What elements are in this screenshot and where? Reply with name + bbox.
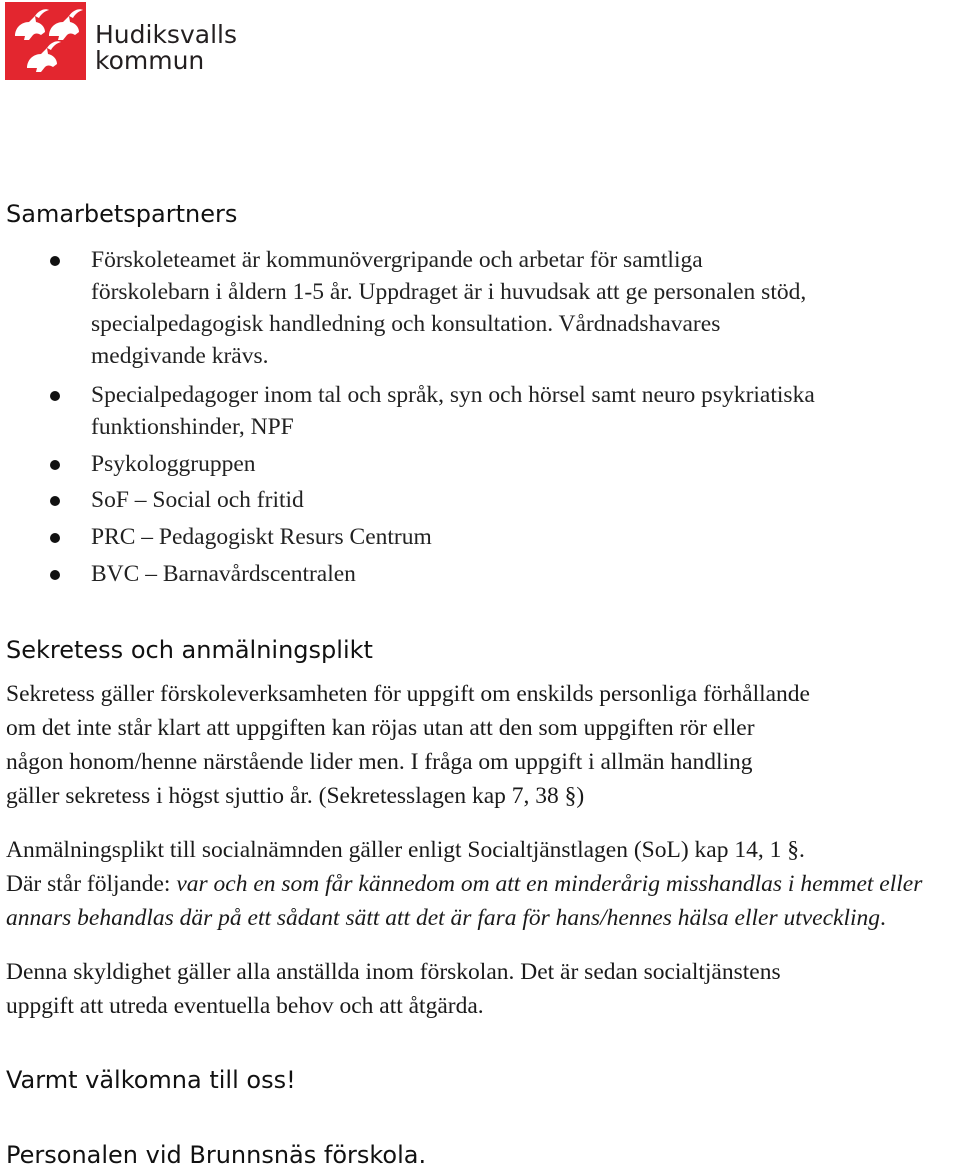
bullet-icon: [50, 256, 60, 266]
reporting-duty-paragraph: [6, 833, 958, 935]
list-item: [91, 558, 951, 590]
list-item-line: Psykologgruppen: [91, 451, 256, 477]
list-item-line: PRC – Pedagogiskt Resurs Centrum: [91, 524, 432, 550]
list-item: [91, 448, 951, 480]
welcome-text: Varmt välkomna till oss!: [6, 1066, 296, 1094]
quoted-law-text: var och en som får kännedom om att en minderårig misshandlas i hemmet eller: [176, 871, 923, 897]
obligation-paragraph: [6, 955, 958, 1023]
list-item-line: BVC – Barnavårdscentralen: [91, 561, 356, 587]
paragraph-line: någon honom/henne närstående lider men. I fråga om uppgift i allmän handling: [6, 749, 753, 775]
logo-line-1: Hudiksvalls: [95, 20, 237, 49]
paragraph-line: Anmälningsplikt till socialnämnden gäller enligt Socialtjänstlagen (SoL) kap 14, 1 §.: [6, 837, 805, 863]
secrecy-paragraph: [6, 677, 958, 813]
goat-emblem-icon: [5, 2, 86, 80]
paragraph-line: gäller sekretess i högst sjuttio år. (Sekretesslagen kap 7, 38 §): [6, 783, 585, 809]
quoted-law-text: annars behandlas där på ett sådant sätt att det är fara för hans/hennes hälsa eller utveckling: [6, 905, 881, 931]
paragraph-line: Sekretess gäller förskoleverksamheten för uppgift om enskilds personliga förhållande: [6, 681, 810, 707]
list-item-line: funktionshinder, NPF: [91, 414, 294, 440]
list-item-line: Förskoleteamet är kommunövergripande och arbetar för samtliga: [91, 247, 703, 273]
bullet-icon: [50, 391, 60, 401]
paragraph-line: Denna skyldighet gäller alla anställda inom förskolan. Det är sedan socialtjänstens: [6, 959, 781, 985]
list-item-line: förskolebarn i åldern 1-5 år. Uppdraget är i huvudsak att ge personalen stöd,: [91, 279, 807, 305]
bullet-icon: [50, 460, 60, 470]
bullet-icon: [50, 533, 60, 543]
municipality-logo: [5, 2, 255, 82]
paragraph-end: .: [880, 905, 886, 931]
logo-line-2: kommun: [95, 46, 205, 75]
list-item: [91, 484, 951, 516]
bullet-icon: [50, 496, 60, 506]
section-heading-sekretess: Sekretess och anmälningsplikt: [6, 636, 373, 664]
paragraph-lead: Där står följande:: [6, 871, 177, 897]
list-item: [91, 521, 951, 553]
paragraph-line: om det inte står klart att uppgiften kan röjas utan att den som uppgiften rör eller: [6, 715, 755, 741]
paragraph-line: uppgift att utreda eventuella behov och att åtgärda.: [6, 993, 484, 1019]
logo-wordmark: [95, 22, 237, 74]
signature-text: Personalen vid Brunnsnäs förskola.: [6, 1141, 427, 1169]
section-heading-samarbetspartners: Samarbetspartners: [6, 200, 238, 228]
list-item: [91, 244, 951, 372]
list-item-line: medgivande krävs.: [91, 343, 269, 369]
bullet-icon: [50, 570, 60, 580]
list-item-line: SoF – Social och fritid: [91, 487, 304, 513]
list-item-line: Specialpedagoger inom tal och språk, syn och hörsel samt neuro psykriatiska: [91, 382, 815, 408]
list-item-line: specialpedagogisk handledning och konsultation. Vårdnadshavares: [91, 311, 721, 337]
list-item: [91, 379, 951, 443]
